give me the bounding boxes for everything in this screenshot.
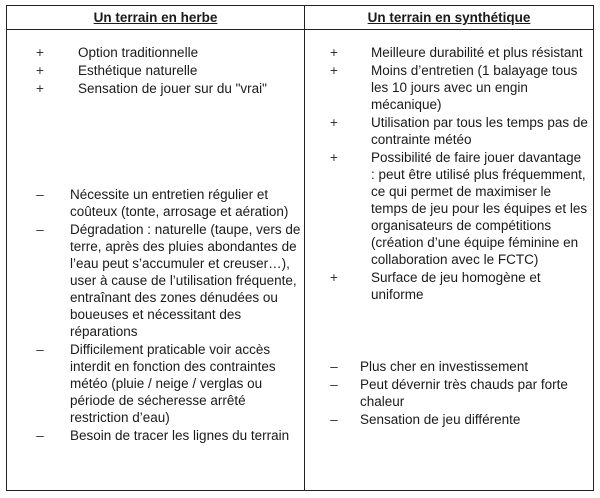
column-divider — [304, 6, 305, 490]
item-text: Difficilement praticable voir accès interdit en fonction des contraintes météo (pluie / neige / verglas ou période de sécheresse arrêté restriction d’eau) — [70, 342, 276, 425]
header-divider — [7, 29, 593, 30]
list-item — [323, 149, 588, 268]
plus-bullet: + — [36, 45, 44, 60]
list-item — [323, 269, 588, 303]
item-text: Moins d’entretien (1 balayage tous les 10 jours avec un engin mécanique) — [371, 63, 578, 112]
synthetic-disadvantages-list — [323, 358, 588, 429]
list-item — [323, 62, 588, 113]
item-text: Option traditionnelle — [78, 45, 199, 60]
minus-bullet: – — [330, 359, 338, 374]
list-item — [323, 114, 588, 148]
minus-bullet: – — [330, 412, 338, 427]
item-text: Meilleure durabilité et plus résistant — [371, 45, 583, 60]
list-item — [323, 411, 588, 428]
plus-bullet: + — [330, 63, 338, 78]
list-item — [29, 427, 301, 444]
list-item — [29, 62, 299, 79]
minus-bullet: – — [36, 222, 44, 237]
plus-bullet: + — [330, 45, 338, 60]
item-text: Plus cher en investissement — [360, 359, 529, 374]
plus-bullet: + — [330, 115, 338, 130]
item-text: Nécessite un entretien régulier et coûteux (tonte, arrosage et aération) — [70, 187, 289, 219]
list-item — [29, 80, 299, 97]
header-synthetic: Un terrain en synthétique — [367, 10, 531, 25]
plus-bullet: + — [36, 81, 44, 96]
minus-bullet: – — [330, 377, 338, 392]
plus-bullet: + — [330, 270, 338, 285]
item-text: Utilisation par tous les temps pas de contrainte météo — [371, 115, 588, 147]
list-item — [29, 44, 299, 61]
item-text: Possibilité de faire jouer davantage : peut être utilisé plus fréquemment, ce qui permet de maximiser le temps de jeu pour les équipes et les organisateurs de compétitions (création d’une équipe féminine en collaboration avec le FCTC) — [371, 150, 588, 267]
item-text: Dégradation : naturelle (taupe, vers de terre, après des pluies abondantes de l’eau peut s’accumuler et creuser…), user à cause de l’utilisation fréquente, entraînant des zones dénudées ou boueuses et nécessitant des réparations — [70, 222, 301, 339]
list-item — [323, 358, 588, 375]
comparison-table — [6, 5, 594, 491]
synthetic-advantages-list — [323, 44, 588, 304]
item-text: Besoin de tracer les lignes du terrain — [70, 428, 290, 443]
item-text: Peut dévernir très chauds par forte chaleur — [360, 377, 568, 409]
grass-advantages-list — [29, 44, 299, 98]
list-item — [323, 376, 588, 410]
item-text: Surface de jeu homogène et uniforme — [371, 270, 541, 302]
list-item — [29, 186, 301, 220]
item-text: Esthétique naturelle — [78, 63, 198, 78]
list-item — [29, 341, 301, 426]
plus-bullet: + — [36, 63, 44, 78]
list-item — [29, 221, 301, 340]
plus-bullet: + — [330, 150, 338, 165]
list-item — [323, 44, 588, 61]
minus-bullet: – — [36, 428, 44, 443]
item-text: Sensation de jouer sur du "vrai" — [78, 81, 267, 96]
item-text: Sensation de jeu différente — [360, 412, 521, 427]
minus-bullet: – — [36, 187, 44, 202]
header-grass: Un terrain en herbe — [93, 10, 218, 25]
minus-bullet: – — [36, 342, 44, 357]
grass-disadvantages-list — [29, 186, 301, 445]
